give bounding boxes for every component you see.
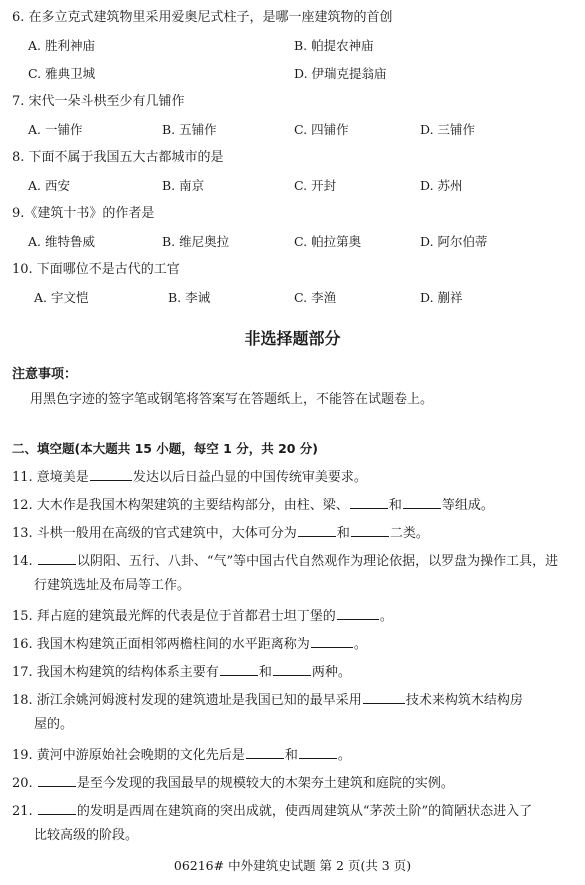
question-16: 16. 我国木构建筑正面相邻两檐柱间的水平距离称为 。 [12,634,367,654]
option-8b: B. 南京 [162,178,205,193]
answer-blank[interactable] [403,495,441,509]
question-11: 11. 意境美是 发达以后日益凸显的中国传统审美要求。 [12,467,367,487]
question-21-cont: 比较高级的阶段。 [34,828,139,843]
answer-blank[interactable] [350,495,388,509]
question-19: 19. 黄河中游原始社会晚期的文化先后是 和 。 [12,745,351,765]
option-10a: A. 宇文恺 [34,290,89,305]
option-7b: B. 五铺作 [162,122,217,137]
option-10d: D. 蒯祥 [420,290,463,305]
question-18-cont: 屋的。 [34,717,74,732]
answer-blank[interactable] [299,745,337,759]
answer-blank[interactable] [298,523,336,537]
option-8a: A. 西安 [28,178,70,193]
question-8: 8. 下面不属于我国五大古都城市的是 [12,150,224,165]
section-title: 非选择题部分 [244,329,341,348]
answer-blank[interactable] [337,606,379,620]
option-7a: A. 一铺作 [28,122,83,137]
answer-blank[interactable] [363,690,405,704]
option-6a: A. 胜利神庙 [28,38,95,53]
question-18: 18. 浙江余姚河姆渡村发现的建筑遗址是我国已知的最早采用 技术来构筑木结构房 [12,690,523,710]
option-7c: C. 四铺作 [294,122,349,137]
answer-blank[interactable] [220,662,258,676]
question-14-cont: 行建筑选址及布局等工作。 [34,578,191,593]
answer-blank[interactable] [246,745,284,759]
option-7d: D. 三铺作 [420,122,476,137]
question-10: 10. 下面哪位不是古代的工官 [12,262,180,277]
question-21: 21. 的发明是西周在建筑商的突出成就，使西周建筑从“茅茨土阶”的简陋状态进入了 [12,801,532,821]
option-6c: C. 雅典卫城 [28,66,96,81]
question-17: 17. 我国木构建筑的结构体系主要有 和 两种。 [12,662,351,682]
question-14: 14. 以阴阳、五行、八卦、“气”等中国古代自然观作为理论依据，以罗盘为操作工具，进 [12,551,558,571]
answer-blank[interactable] [38,773,76,787]
notice-text: 用黑色字迹的签字笔或钢笔将答案写在答题纸上，不能答在试题卷上。 [30,392,434,407]
option-9b: B. 维尼奥拉 [162,234,230,249]
answer-blank[interactable] [90,467,132,481]
option-9c: C. 帕拉第奥 [294,234,362,249]
part2-title: 二、填空题(本大题共 15 小题，每空 1 分，共 20 分) [12,441,319,456]
option-8d: D. 苏州 [420,178,463,193]
answer-blank[interactable] [351,523,389,537]
answer-blank[interactable] [38,801,76,815]
answer-blank[interactable] [311,634,353,648]
option-10b: B. 李诫 [168,290,211,305]
option-8c: C. 开封 [294,178,337,193]
answer-blank[interactable] [273,662,311,676]
question-6: 6. 在多立克式建筑物里采用爱奥尼式柱子，是哪一座建筑物的首创 [12,10,393,25]
page-footer: 06216# 中外建筑史试题 第 2 页(共 3 页) [173,858,412,873]
option-10c: C. 李渔 [294,290,337,305]
question-9: 9.《建筑十书》的作者是 [12,206,155,221]
notice-title: 注意事项： [12,367,78,382]
question-15: 15. 拜占庭的建筑最光辉的代表是位于首都君士坦丁堡的 。 [12,606,393,626]
answer-blank[interactable] [38,551,76,565]
option-9a: A. 维特鲁威 [28,234,95,249]
question-13: 13. 斗栱一般用在高级的官式建筑中，大体可分为 和 二类。 [12,523,429,543]
option-6b: B. 帕提农神庙 [294,38,374,53]
question-7: 7. 宋代一朵斗栱至少有几铺作 [12,94,185,109]
question-20: 20. 是至今发现的我国最早的规模较大的木架夯土建筑和庭院的实例。 [12,773,454,793]
option-6d: D. 伊瑞克提翁庙 [294,66,387,81]
question-12: 12. 大木作是我国木构架建筑的主要结构部分，由柱、梁、 和 等组成。 [12,495,494,515]
option-9d: D. 阿尔伯蒂 [420,234,488,249]
